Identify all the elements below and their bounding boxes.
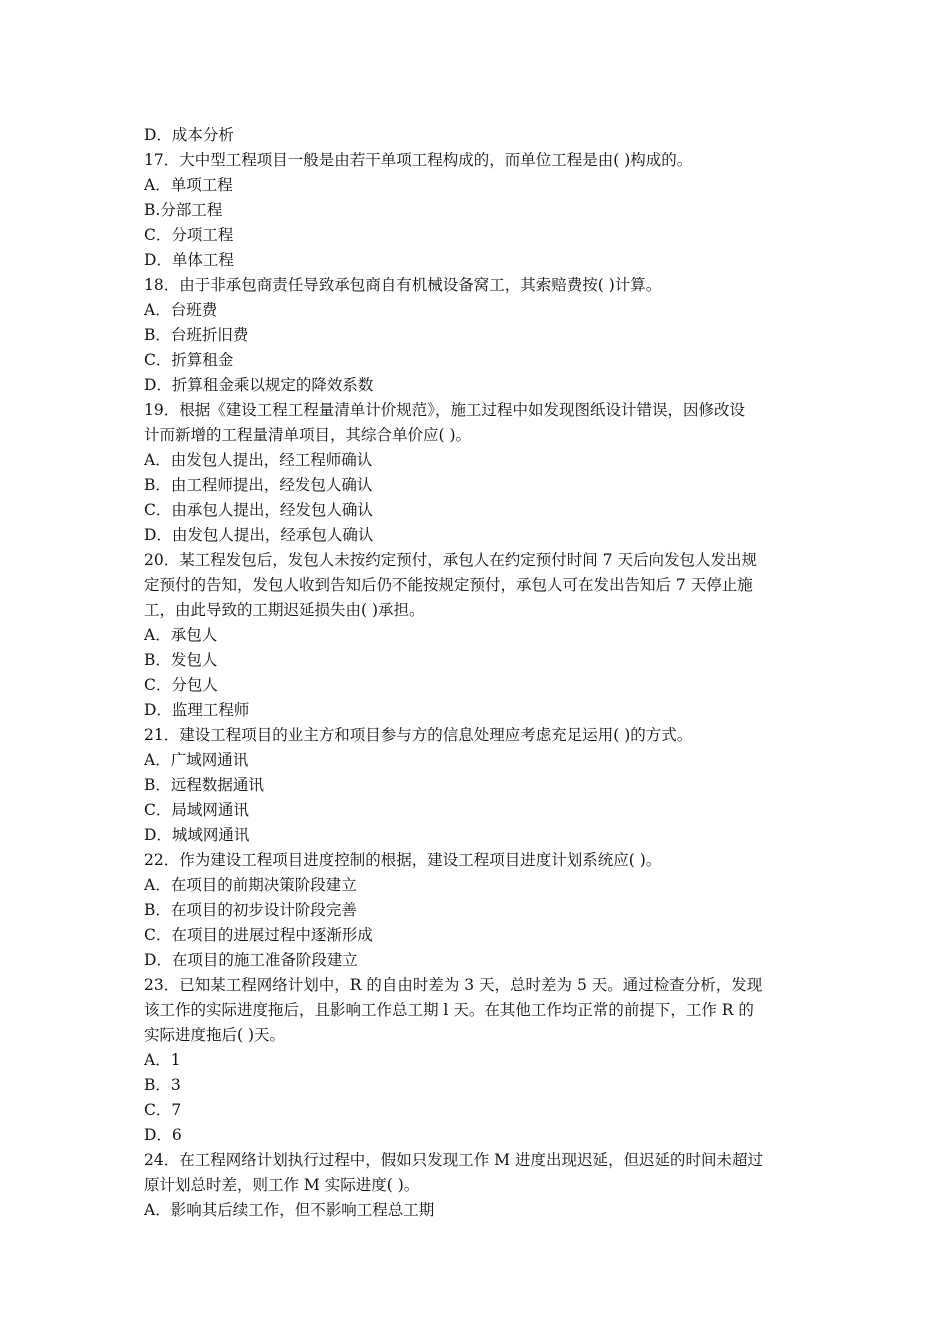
question-24-line-1: 24．在工程网络计划执行过程中，假如只发现工作 M 进度出现迟延，但迟延的时间未超过	[144, 1151, 763, 1169]
question-23-line-1: 23．已知某工程网络计划中，R 的自由时差为 3 天，总时差为 5 天。通过检查分析，发现	[144, 976, 763, 994]
option-line: D．折算租金乘以规定的降效系数	[144, 376, 374, 394]
question-20-line-1: 20．某工程发包后，发包人未按约定预付，承包人在约定预付时间 7 天后向发包人发出规	[144, 551, 757, 569]
option-line: D．城域网通讯	[144, 826, 250, 844]
option-line: D．监理工程师	[144, 701, 250, 719]
option-line: C．由承包人提出，经发包人确认	[144, 501, 373, 519]
option-line: C．在项目的进展过程中逐渐形成	[144, 926, 373, 944]
option-line: A．在项目的前期决策阶段建立	[144, 876, 357, 894]
option-line: C．7	[144, 1101, 182, 1119]
option-line: C．局域网通讯	[144, 801, 249, 819]
option-line: A．单项工程	[144, 176, 233, 194]
question-19-line-2: 计而新增的工程量清单项目，其综合单价应( )。	[144, 426, 472, 444]
option-line: B.分部工程	[144, 201, 223, 219]
question-20-line-2: 定预付的告知，发包人收到告知后仍不能按规定预付，承包人可在发出告知后 7 天停止施	[144, 576, 753, 594]
question-20-line-3: 工，由此导致的工期迟延损失由( )承担。	[144, 601, 425, 619]
option-line: B．3	[144, 1076, 181, 1094]
question-23-line-2: 该工作的实际进度拖后，且影响工作总工期 l 天。在其他工作均正常的前提下，工作 R 的	[144, 1001, 754, 1019]
option-line: A．承包人	[144, 626, 218, 644]
option-line: A．广域网通讯	[144, 751, 249, 769]
option-line: D．单体工程	[144, 251, 234, 269]
exam-questions-text	[144, 123, 812, 1223]
option-line: B．台班折旧费	[144, 326, 249, 344]
question-18-line: 18．由于非承包商责任导致承包商自有机械设备窝工，其索赔费按( )计算。	[144, 276, 662, 294]
option-line: D．6	[144, 1126, 182, 1144]
option-line: B．在项目的初步设计阶段完善	[144, 901, 357, 919]
question-22-line: 22．作为建设工程项目进度控制的根据，建设工程项目进度计划系统应( )。	[144, 851, 662, 869]
option-line: D．由发包人提出，经承包人确认	[144, 526, 374, 544]
question-17-line: 17．大中型工程项目一般是由若干单项工程构成的，而单位工程是由( )构成的。	[144, 151, 693, 169]
option-line: A．1	[144, 1051, 181, 1069]
question-24-line-2: 原计划总时差，则工作 M 实际进度( )。	[144, 1176, 420, 1194]
question-21-line: 21．建设工程项目的业主方和项目参与方的信息处理应考虑充足运用( )的方式。	[144, 726, 693, 744]
option-line: A．台班费	[144, 301, 218, 319]
option-line: C．分项工程	[144, 226, 234, 244]
option-line: A．由发包人提出，经工程师确认	[144, 451, 373, 469]
question-23-line-3: 实际进度拖后( )天。	[144, 1026, 286, 1044]
option-line: D．成本分析	[144, 126, 234, 144]
option-line: C．折算租金	[144, 351, 234, 369]
option-line: A．影响其后续工作，但不影响工程总工期	[144, 1201, 435, 1219]
option-line: B．由工程师提出，经发包人确认	[144, 476, 373, 494]
question-19-line-1: 19．根据《建设工程工程量清单计价规范》，施工过程中如发现图纸设计错误，因修改设	[144, 401, 745, 419]
option-line: B．发包人	[144, 651, 218, 669]
option-line: D．在项目的施工准备阶段建立	[144, 951, 358, 969]
option-line: C．分包人	[144, 676, 218, 694]
option-line: B．远程数据通讯	[144, 776, 264, 794]
